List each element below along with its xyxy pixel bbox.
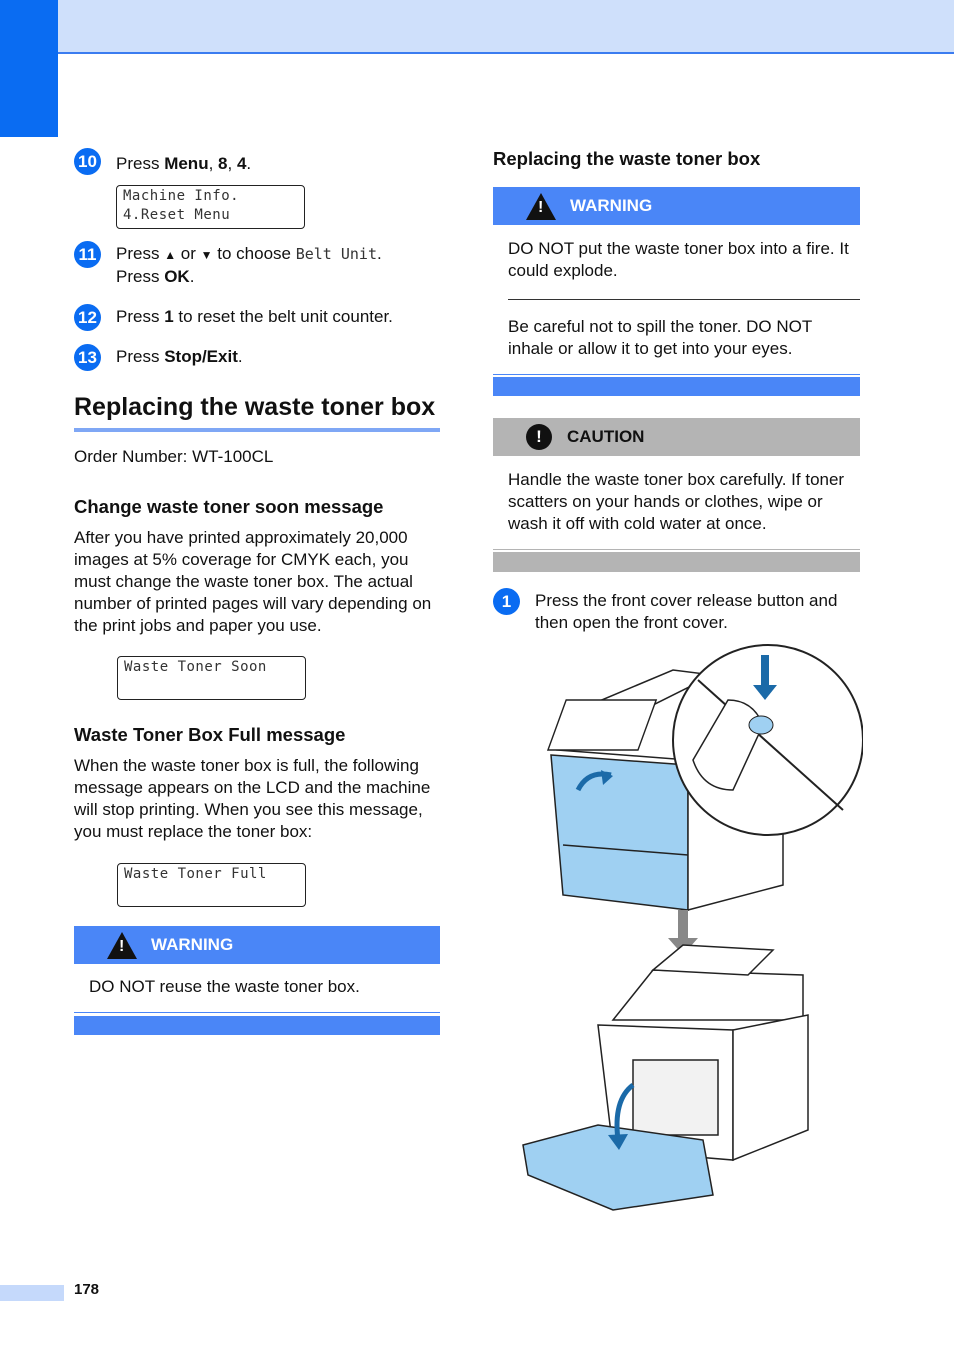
order-number: Order Number: WT-100CL: [74, 447, 274, 466]
step-text: Press the front cover release button and then open the front cover.: [535, 591, 838, 632]
warning-triangle-icon: [526, 193, 556, 220]
step-10: [74, 146, 440, 229]
right-subsection-title: Replacing the waste toner box: [493, 148, 761, 169]
warning-right-text-1: DO NOT put the waste toner box into a fire. It could explode.: [508, 239, 849, 280]
section-title: Replacing the waste toner box: [74, 393, 436, 421]
separator: ,: [227, 154, 237, 173]
caution-exclamation-icon: !: [526, 424, 552, 450]
menu-key-label: Menu: [164, 154, 209, 173]
step-number: 11: [74, 241, 101, 268]
printer-open-drawing: [523, 945, 808, 1210]
warning-label: WARNING: [570, 196, 653, 215]
lcd-waste-toner-soon: Waste Toner Soon: [117, 656, 306, 700]
ok-key-label: OK: [164, 267, 190, 286]
divider: [493, 549, 860, 550]
caution-banner: [493, 418, 860, 456]
warning-banner-right: [493, 187, 860, 225]
divider: [508, 299, 860, 300]
warning-left-text: DO NOT reuse the waste toner box.: [89, 977, 360, 996]
subsection-body-soon: After you have printed approximately 20,000 images at 5% coverage for CMYK each, you must change the waste toner box. The actual number of printed pages will vary depending on the print jobs and paper you use.: [74, 528, 432, 635]
step-text: to reset the belt unit counter.: [173, 307, 393, 326]
divider: [74, 1012, 440, 1013]
subsection-body-full: When the waste toner box is full, the following message appears on the LCD and the machine will stop printing. When you see this message, you must replace the toner box:: [74, 756, 431, 841]
chapter-tab: [0, 0, 58, 137]
subsection-title-full: Waste Toner Box Full message: [74, 724, 346, 745]
key-1-label: 1: [164, 307, 174, 326]
step-text: Press: [116, 154, 165, 173]
step-text: Press: [116, 267, 165, 286]
punct: .: [246, 154, 252, 173]
lcd-machine-info: Machine Info. 4.Reset Menu: [116, 185, 305, 229]
step-11: [74, 239, 440, 288]
warning-right-text-2: Be careful not to spill the toner. DO NOT inhale or allow it to get into your eyes.: [508, 317, 812, 358]
lcd-option-text: Belt Unit: [295, 245, 377, 263]
step-1: [493, 586, 860, 634]
step-text: Press: [116, 307, 165, 326]
step-number: 1: [493, 588, 520, 615]
warning-label: WARNING: [151, 935, 234, 954]
caution-footer-bar: [493, 552, 860, 572]
step-text: to choose: [212, 244, 296, 263]
key-8-label: 8: [218, 154, 228, 173]
right-column: [493, 140, 860, 1225]
step-number: 10: [74, 148, 101, 175]
printer-illustration: [503, 640, 863, 1220]
separator: ,: [208, 154, 219, 173]
step-text: Press: [116, 347, 165, 366]
lcd-waste-toner-full: Waste Toner Full: [117, 863, 306, 907]
warning-footer-bar: [493, 377, 860, 396]
zoom-inset-drawing: [673, 645, 863, 835]
warning-banner-left: [74, 926, 440, 964]
divider: [493, 374, 860, 375]
key-4-label: 4: [236, 154, 247, 173]
punct: .: [376, 244, 382, 263]
caution-label: CAUTION: [567, 427, 645, 446]
warning-footer-bar: [74, 1016, 440, 1035]
punct: .: [237, 347, 243, 366]
warning-triangle-icon: [107, 932, 137, 959]
left-column: [74, 140, 440, 1035]
caution-text: Handle the waste toner box carefully. If toner scatters on your hands or clothes, wipe or wash it off with cold water at once.: [508, 470, 845, 533]
step-text: or: [176, 244, 201, 263]
stop-exit-key-label: Stop/Exit: [164, 347, 238, 366]
up-arrow-icon: ▲: [164, 248, 177, 262]
section-title-rule: [74, 428, 440, 432]
step-number: 13: [74, 344, 101, 371]
step-13: [74, 342, 440, 368]
down-arrow-icon: ▼: [200, 248, 213, 262]
page-number: 178: [74, 1281, 100, 1298]
step-text: Press: [116, 244, 165, 263]
step-12: [74, 302, 440, 328]
footer-tab: [0, 1285, 64, 1301]
subsection-title-soon: Change waste toner soon message: [74, 496, 384, 517]
header-bar: [0, 0, 954, 54]
punct: .: [189, 267, 195, 286]
step-number: 12: [74, 304, 101, 331]
